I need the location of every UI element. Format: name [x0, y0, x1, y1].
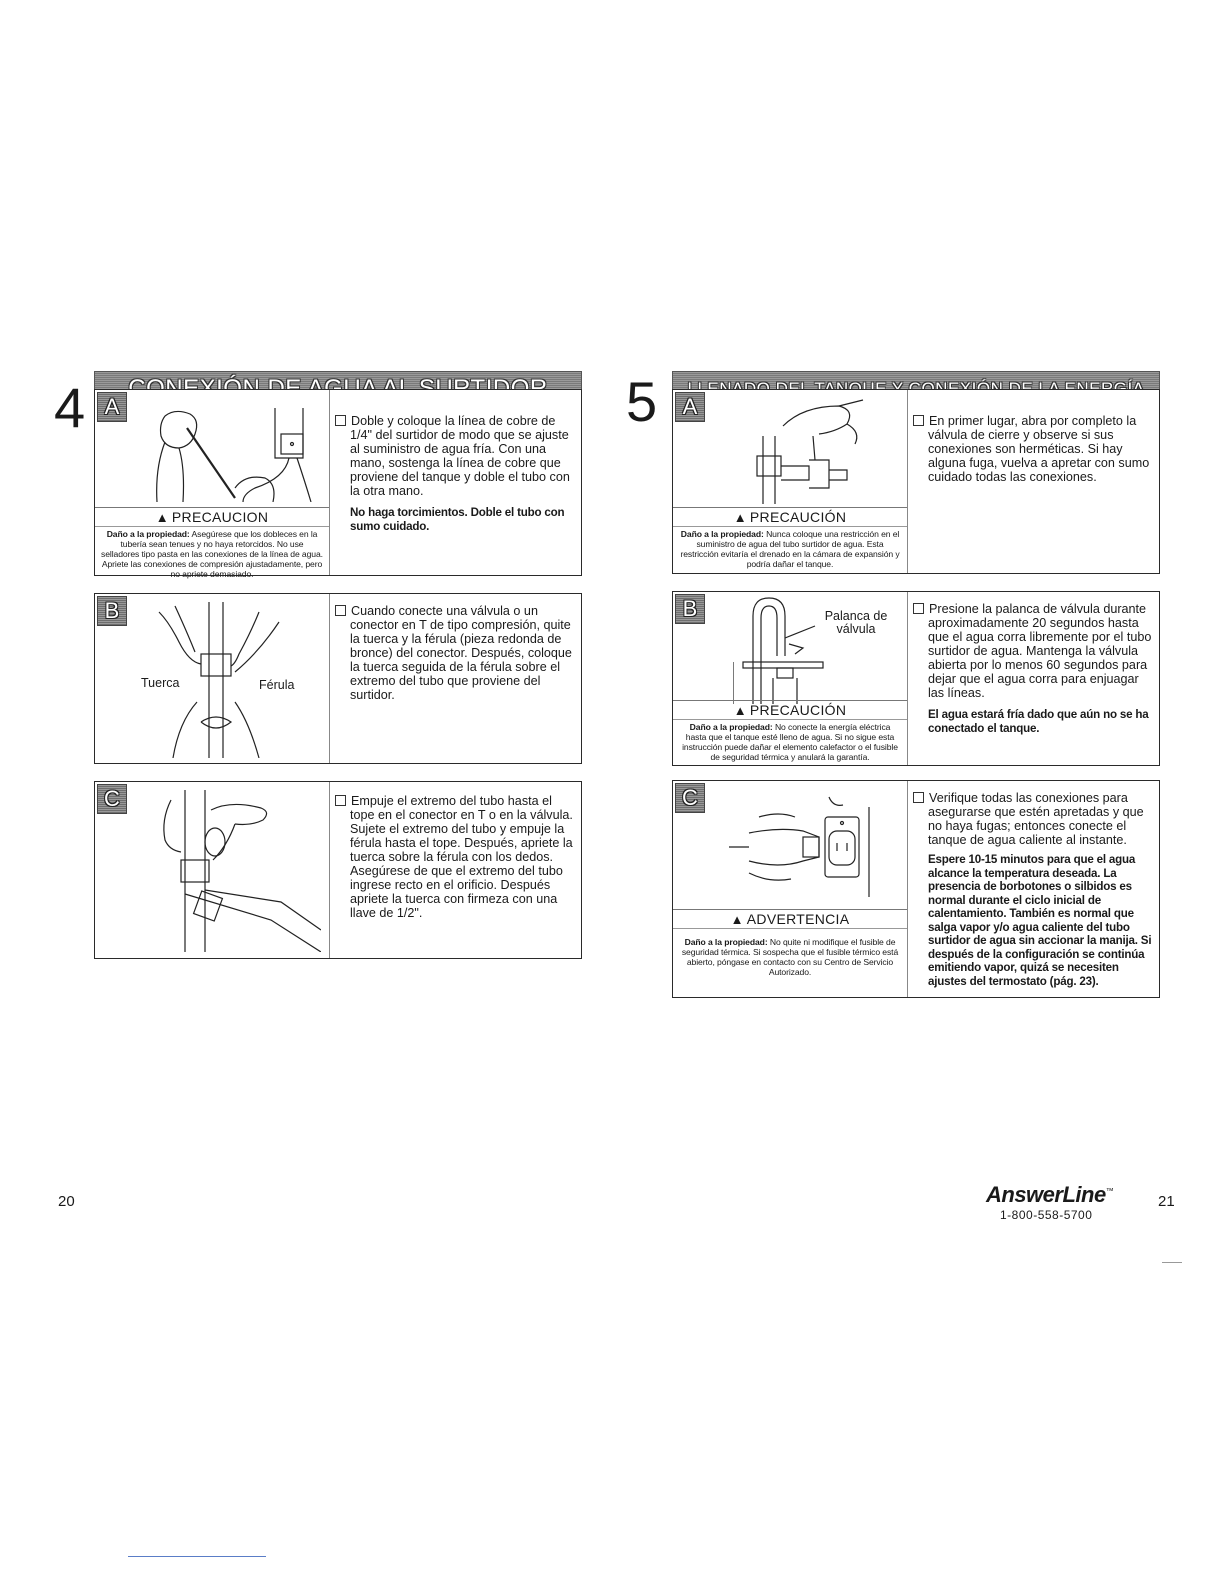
step-panel-a — [672, 389, 1160, 574]
caution-box — [673, 700, 907, 767]
caution-title: PRECAUCIÓN — [749, 702, 847, 718]
warning-triangle-icon: ▲ — [730, 912, 744, 927]
checkbox-icon[interactable] — [335, 415, 346, 426]
checkbox-icon[interactable] — [913, 603, 924, 614]
instruction-text: En primer lugar, abra por completo la válvula de cierre y observe si sus conexiones son herméticas. Si hay alguna fuga, vuelva a apretar con sumo cuidado todas las conexiones. — [913, 414, 1153, 484]
step-letter-badge: B — [675, 594, 705, 624]
instruction-text: Verifique todas las conexiones para asegurarse que estén apretadas y que no haya fugas; entonces conecte el tanque de agua caliente al instante. Espere 10-15 minutos para que el agua alcance la temperatura deseada. La presencia de borbotones o silbidos es normal durante el ciclo inicial de calentamiento. También es normal que salga vapor y/o agua caliente del tubo surtidor de agua sin accionar la manija. Si después de la configuración se continúa emitiendo vapor, quizá se necesiten ajustes del termostato (pág. 23). — [913, 791, 1157, 988]
page-number: 20 — [58, 1193, 75, 1210]
hand-plugging-into-outlet-illustration — [729, 787, 899, 907]
callout-valve-lever: Palanca de válvula — [824, 609, 888, 636]
step-letter-badge: C — [97, 784, 127, 814]
step-panel-b — [94, 593, 582, 764]
checkbox-icon[interactable] — [913, 792, 924, 803]
hands-bending-copper-tube-illustration — [135, 398, 325, 502]
phone-number: 1-800-558-5700 — [1000, 1208, 1093, 1222]
instruction-text: Doble y coloque la línea de cobre de 1/4" del surtidor de modo que se ajuste al suministro de agua fría. Con una mano, sostenga la línea de cobre que proviene del tanque y doble el tubo con la otra mano. No haga torcimientos. Doble el tubo con sumo cuidado. — [335, 414, 575, 533]
tube-pushed-into-t-connector-illustration — [151, 790, 321, 952]
instruction-note: Espere 10-15 minutos para que el agua alcance la temperatura deseada. La presencia de borbotones o silbidos es normal durante el ciclo inicial de calentamiento. También es normal que salga vapor y/o agua caliente del tubo surtidor de agua sin accionar la manija. Si después de la configuración se continúa emitiendo vapor, quizá se necesiten ajustes del termostato (pág. 23). — [928, 853, 1152, 988]
warning-triangle-icon: ▲ — [733, 703, 747, 718]
caution-box — [673, 507, 907, 575]
caution-box — [95, 507, 329, 577]
scan-mark — [1162, 1262, 1182, 1263]
step-letter-badge: A — [675, 392, 705, 422]
step-panel-a — [94, 389, 582, 579]
step-panel-b — [672, 591, 1160, 766]
caution-title: ADVERTENCIA — [746, 911, 850, 927]
caution-text: Daño a la propiedad: No conecte la energía eléctrica hasta que el tanque esté lleno de agua. Si no sigue esta instrucción puede dañar el elemento calefactor o el fusible de seguridad térmica y anulará la garantía. — [682, 722, 898, 762]
instruction-text: Empuje el extremo del tubo hasta el tope en el conector en T o en la válvula. Sujete el extremo del tubo y empuje la férula hasta el tope. Después, apriete la tuerca sobre la férula con los dedos. Asegúrese de que el extremo del tubo ingrese recto en el orificio. Después apriete la tuerca con firmeza con una llave de 1/2". — [335, 794, 575, 920]
step-letter-badge: C — [675, 783, 705, 813]
step-panel-c — [94, 781, 582, 959]
caution-text: Daño a la propiedad: Nunca coloque una restricción en el suministro de agua del tubo surtidor de agua. Esta restricción evitaría el drenado en la cámara de expansión y podría dañar el tanque. — [680, 529, 900, 569]
step-letter-badge: B — [97, 596, 127, 626]
label-nut: Tuerca — [141, 676, 180, 690]
caution-text: Daño a la propiedad: Asegúrese que los dobleces en la tubería sean tenues y no haya retorcidos. No use selladores tipo pasta en las conexiones de la línea de agua. Apriete las conexiones de compresión ajustadamente, pero no apriete demasiado. — [101, 529, 323, 579]
footer-rule — [128, 1556, 266, 1557]
section-number: 5 — [626, 370, 658, 433]
caution-text: Daño a la propiedad: No quite ni modifique el fusible de seguridad térmica. Si sospecha que el fusible térmico está abierto, póngase en contacto con su Centro de Servicio Autorizado. — [681, 937, 899, 977]
warning-triangle-icon: ▲ — [733, 510, 747, 525]
step-letter-badge: A — [97, 392, 127, 422]
section-number: 4 — [54, 376, 86, 439]
caution-box — [673, 909, 907, 999]
caution-title: PRECAUCIÓN — [749, 509, 847, 525]
instruction-text: Presione la palanca de válvula durante aproximadamente 20 segundos hasta que el agua corra libremente por el tubo surtidor de agua. Mantenga la válvula abierta por lo menos 60 segundos para dejar que el agua corra para enjuagar las líneas. El agua estará fría dado que aún no se ha conectado el tanque. — [913, 602, 1153, 735]
hand-opening-shutoff-valve-illustration — [743, 396, 893, 504]
instruction-text: Cuando conecte una válvula o un conector en T de tipo compresión, quite la tuerca y la férula (pieza redonda de bronce) del conector. Después, coloque la tuerca seguida de la férula sobre el extremo del tubo que proviene del surtidor. — [335, 604, 575, 702]
warning-triangle-icon: ▲ — [155, 510, 169, 525]
page-number: 21 — [1158, 1193, 1175, 1210]
checkbox-icon[interactable] — [335, 605, 346, 616]
label-ferrule: Férula — [259, 678, 295, 692]
checkbox-icon[interactable] — [913, 415, 924, 426]
caution-title: PRECAUCION — [171, 509, 269, 525]
instruction-note: No haga torcimientos. Doble el tubo con sumo cuidado. — [350, 506, 565, 533]
checkbox-icon[interactable] — [335, 795, 346, 806]
brand-logo: AnswerLine™ — [986, 1182, 1114, 1207]
step-panel-c — [672, 780, 1160, 998]
instruction-note: El agua estará fría dado que aún no se ha conectado el tanque. — [928, 708, 1149, 735]
